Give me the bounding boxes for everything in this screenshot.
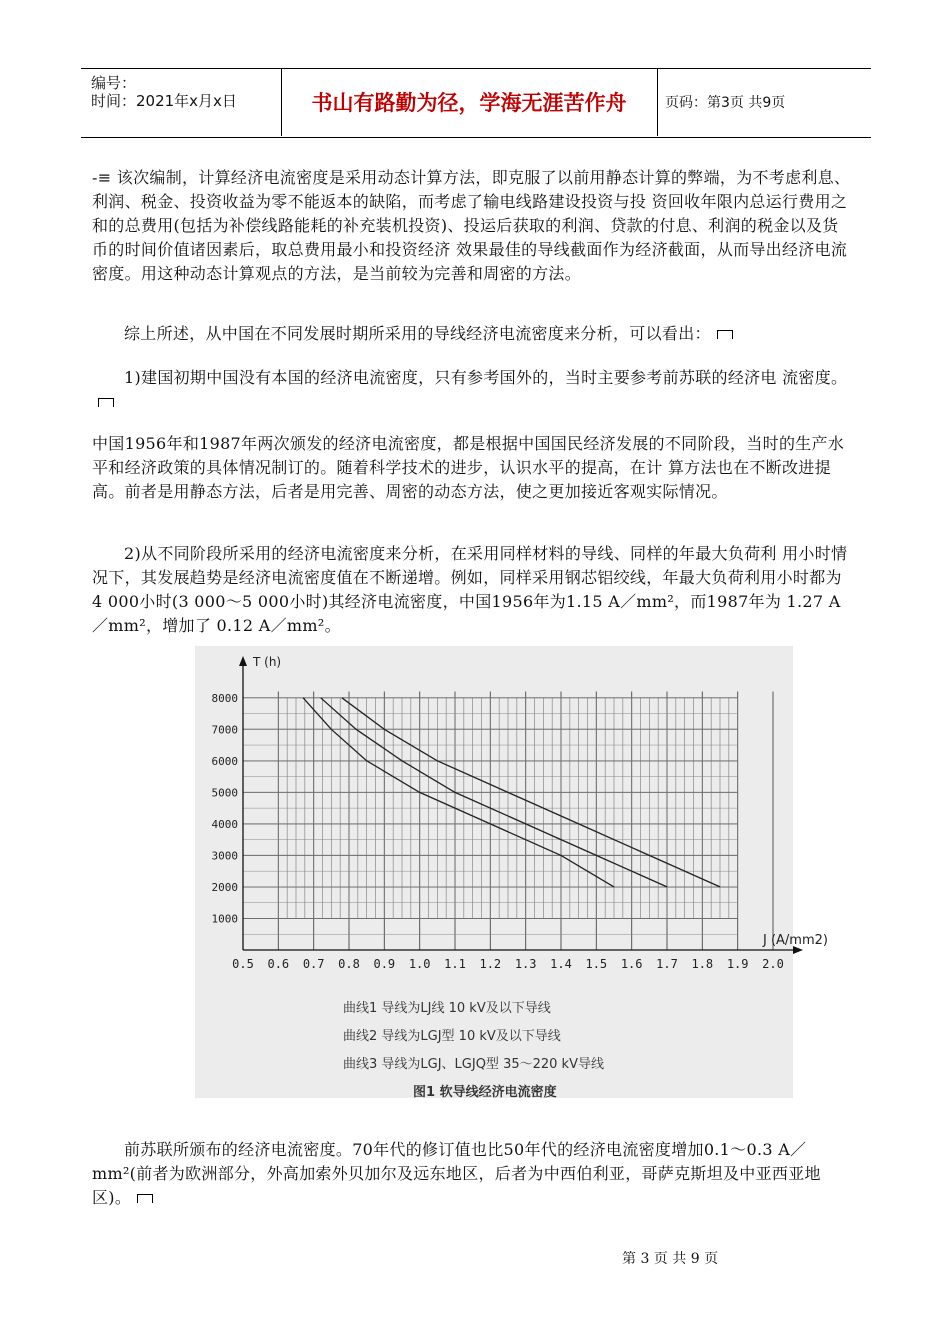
page-label: 页码：第3页 共9页 <box>665 95 786 111</box>
x-tick-label: 1.2 <box>479 957 502 971</box>
y-tick-label: 3000 <box>211 849 238 863</box>
x-tick-label: 2.0 <box>762 957 784 971</box>
x-axis-label: J (A/mm2) <box>763 933 828 948</box>
y-tick-label: 7000 <box>211 723 238 737</box>
paragraph-2: 综上所述，从中国在不同发展时期所采用的导线经济电流密度来分析，可以看出： <box>92 322 852 346</box>
x-tick-label: 0.8 <box>338 957 360 971</box>
paragraph-5: 2)从不同阶段所采用的经济电流密度来分析，在采用同样材料的导线、同样的年最大负荷利 用小时情况下，其发展趋势是经济电流密度值在不断递增。例如，同样采用钢芯铝绞线，年最大负荷利用小时都为4 000小时(3 000～5 000小时)其经济电流密度，中国1956年为1.15 A／mm²，而1987年为 1.27 A／mm²，增加了 0.12 A／mm²。 <box>92 544 848 635</box>
y-axis-arrow-icon <box>239 656 247 666</box>
page-footer: 第 3 页 共 9 页 <box>622 1251 719 1267</box>
x-tick-label: 1.5 <box>585 957 608 971</box>
edit-mark-icon <box>717 330 733 339</box>
x-tick-label: 0.7 <box>302 957 325 971</box>
y-axis-label: T (h) <box>253 655 282 669</box>
x-tick-label: 1.9 <box>726 957 749 971</box>
paragraph-6: 前苏联所颁布的经济电流密度。70年代的修订值也比50年代的经济电流密度增加0.1～0.3 A／mm²(前者为欧洲部分，外高加索外贝加尔及远东地区，后者为中西伯利亚，哥萨克斯坦及中亚西亚地区)。 <box>92 1140 821 1207</box>
paragraph-3: 1)建国初期中国没有本国的经济电流密度，只有参考国外的，当时主要参考前苏联的经济电 流密度。 <box>92 366 852 414</box>
x-tick-label: 1.8 <box>691 957 714 971</box>
legend-caption: 曲线3 导线为LGJ、LGJQ型 35～220 kV导线 <box>343 1057 604 1072</box>
number-label: 编号： <box>91 74 137 92</box>
edit-mark-icon <box>137 1194 153 1203</box>
header-left-cell <box>81 68 282 136</box>
date-label: 时间：2021年x月x日 <box>91 92 237 110</box>
x-tick-label: 1.6 <box>620 957 643 971</box>
y-tick-label: 6000 <box>211 754 238 768</box>
y-tick-label: 2000 <box>211 880 238 894</box>
y-tick-label: 5000 <box>211 786 238 800</box>
x-tick-label: 0.5 <box>232 957 254 971</box>
x-tick-label: 0.6 <box>267 957 290 971</box>
y-tick-label: 1000 <box>211 912 238 926</box>
figure-title: 图1 软导线经济电流密度 <box>413 1085 557 1100</box>
motto: 书山有路勤为径，学海无涯苦作舟 <box>281 68 658 136</box>
x-tick-label: 1.7 <box>656 957 678 971</box>
legend-caption: 曲线2 导线为LGJ型 10 kV及以下导线 <box>343 1029 561 1044</box>
y-tick-label: 4000 <box>211 817 238 831</box>
paragraph-4: 中国1956年和1987年两次颁发的经济电流密度，都是根据中国国民经济发展的不同阶段，当时的生产水平和经济政策的具体情况制订的。随着科学技术的进步，认识水平的提高，在计 算方法也在不断改进提高。前者是用静态方法，后者是用完善、周密的动态方法，使之更加接近客观实际情况。 <box>92 434 845 501</box>
chart-figure <box>195 646 828 1100</box>
edit-mark-icon <box>98 398 114 407</box>
x-tick-label: 1.4 <box>550 957 572 971</box>
legend-caption: 曲线1 导线为LJ线 10 kV及以下导线 <box>343 1001 551 1016</box>
chart-svg <box>195 646 828 1100</box>
x-tick-label: 1.0 <box>408 957 431 971</box>
paragraph-1: -≡ 该次编制，计算经济电流密度是采用动态计算方法，即克服了以前用静态计算的弊端，为不考虑利息、利润、税金、投资收益为零不能返本的缺陷，而考虑了输电线路建设投资与投 资回收年限内总运行费用之和的总费用(包括为补偿线路能耗的补充装机投资)、投运后获取的利润、贷款的付息、利润的税金以及货币的时间价值诸因素后，取总费用最小和投资经济 效果最佳的导线截面作为经济截面，从而导出经济电流密度。用这种动态计算观点的方法，是当前较为完善和周密的方法。 <box>92 168 851 283</box>
y-tick-label: 8000 <box>211 691 238 705</box>
x-tick-label: 1.3 <box>514 957 537 971</box>
x-tick-label: 1.1 <box>444 957 466 971</box>
x-tick-label: 0.9 <box>373 957 396 971</box>
